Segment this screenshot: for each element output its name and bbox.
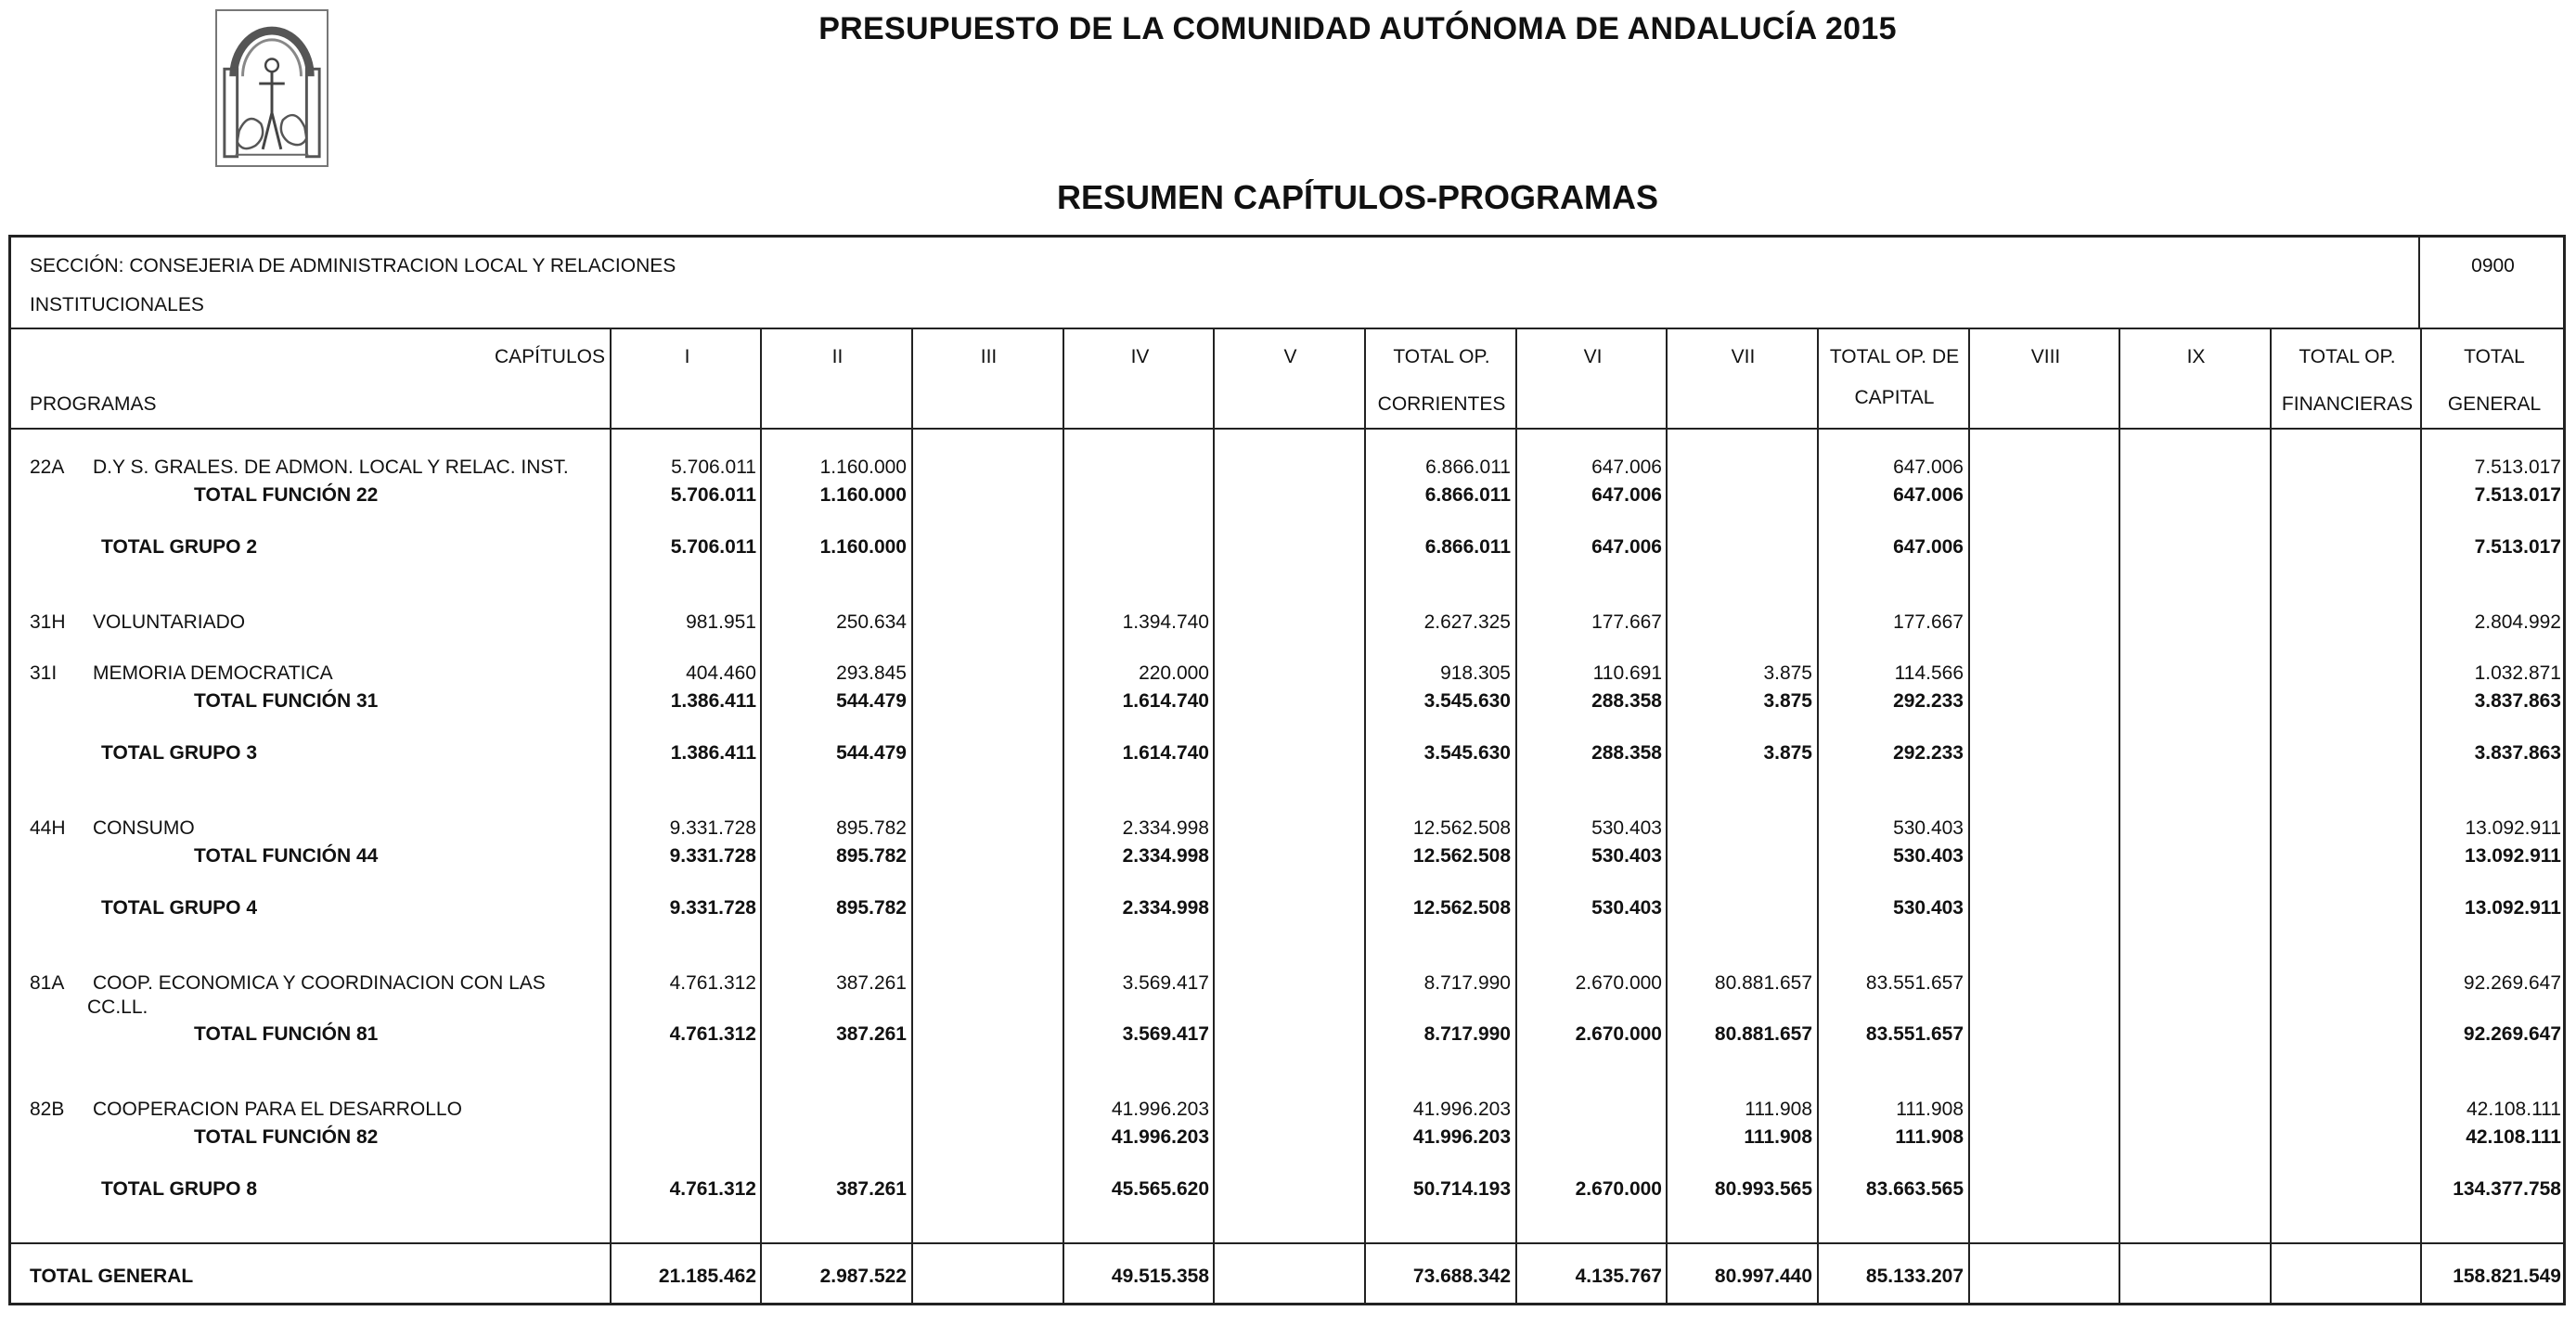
amount-cell: 12.562.508 <box>1412 845 1511 867</box>
row-label: TOTAL FUNCIÓN 31 <box>194 690 379 712</box>
amount-cell: 177.667 <box>1893 611 1964 633</box>
program-code: 31H <box>30 611 66 633</box>
document-subtitle: RESUMEN CAPÍTULOS-PROGRAMAS <box>1056 178 1659 216</box>
amount-cell: 1.614.740 <box>1122 742 1209 764</box>
amount-cell: 1.386.411 <box>670 690 756 712</box>
amount-cell: 92.269.647 <box>2463 1023 2561 1045</box>
header-total-capital-line2: CAPITAL <box>1854 387 1935 408</box>
header-total-financieras-line1: TOTAL OP. <box>2299 346 2396 367</box>
amount-cell: 387.261 <box>836 972 907 994</box>
amount-cell: 41.996.203 <box>1111 1126 1209 1148</box>
amount-cell: 41.996.203 <box>1412 1126 1511 1148</box>
row-label: TOTAL GRUPO 8 <box>101 1178 258 1200</box>
amount-cell: 4.761.312 <box>669 1178 756 1200</box>
amount-cell: 293.845 <box>836 662 907 684</box>
column-divider <box>2119 328 2120 1303</box>
amount-cell: 647.006 <box>1893 536 1964 558</box>
amount-cell: 1.614.740 <box>1122 690 1209 712</box>
total-general-amount: 158.821.549 <box>2453 1266 2561 1287</box>
header-total-general-line2: GENERAL <box>2447 393 2542 415</box>
header-programas: PROGRAMAS <box>30 393 157 415</box>
header-total-corrientes-line2: CORRIENTES <box>1377 393 1506 415</box>
amount-cell: 895.782 <box>836 817 907 839</box>
header-divider <box>11 428 2563 430</box>
row-label: TOTAL GRUPO 2 <box>101 536 258 558</box>
amount-cell: 80.881.657 <box>1714 1023 1812 1045</box>
program-name: COOPERACION PARA EL DESARROLLO <box>93 1099 462 1120</box>
header-cap-IV: IV <box>1130 346 1150 367</box>
amount-cell: 530.403 <box>1893 845 1964 867</box>
amount-cell: 9.331.728 <box>669 845 756 867</box>
header-cap-IX: IX <box>2186 346 2206 367</box>
amount-cell: 1.394.740 <box>1122 611 1209 633</box>
column-divider <box>1063 328 1064 1303</box>
amount-cell: 3.569.417 <box>1122 972 1209 994</box>
amount-cell: 288.358 <box>1591 690 1662 712</box>
amount-cell: 220.000 <box>1139 662 1209 684</box>
column-divider <box>911 328 913 1303</box>
amount-cell: 8.717.990 <box>1423 972 1511 994</box>
amount-cell: 1.160.000 <box>819 484 907 506</box>
section-label-line1: SECCIÓN: CONSEJERIA DE ADMINISTRACION LOCAL Y RELACIONES <box>30 255 676 276</box>
amount-cell: 6.866.011 <box>1424 536 1511 558</box>
amount-cell: 3.569.417 <box>1122 1023 1209 1045</box>
header-cap-II: II <box>831 346 844 367</box>
amount-cell: 6.866.011 <box>1424 484 1511 506</box>
amount-cell: 647.006 <box>1591 484 1662 506</box>
header-cap-VIII: VIII <box>2030 346 2061 367</box>
amount-cell: 1.160.000 <box>819 536 907 558</box>
program-code: 44H <box>30 817 66 839</box>
program-name-continuation: CC.LL. <box>87 996 148 1018</box>
amount-cell: 1.386.411 <box>670 742 756 764</box>
amount-cell: 92.269.647 <box>2463 972 2561 994</box>
amount-cell: 3.545.630 <box>1423 742 1511 764</box>
amount-cell: 2.334.998 <box>1122 845 1209 867</box>
column-divider <box>1213 328 1215 1303</box>
amount-cell: 1.032.871 <box>2474 662 2561 684</box>
amount-cell: 4.761.312 <box>669 972 756 994</box>
amount-cell: 3.837.863 <box>2474 742 2561 764</box>
amount-cell: 530.403 <box>1893 897 1964 919</box>
total-general-amount: 85.133.207 <box>1865 1266 1964 1287</box>
amount-cell: 387.261 <box>836 1023 907 1045</box>
total-general-amount: 80.997.440 <box>1714 1266 1812 1287</box>
amount-cell: 3.875 <box>1763 742 1812 764</box>
amount-cell: 41.996.203 <box>1412 1099 1511 1120</box>
amount-cell: 42.108.111 <box>2466 1126 2561 1148</box>
amount-cell: 2.334.998 <box>1122 897 1209 919</box>
amount-cell: 544.479 <box>836 690 907 712</box>
section-label-line2: INSTITUCIONALES <box>30 294 204 315</box>
amount-cell: 110.691 <box>1592 662 1662 684</box>
amount-cell: 647.006 <box>1893 484 1964 506</box>
total-general-amount: 2.987.522 <box>819 1266 907 1287</box>
total-general-amount: 49.515.358 <box>1111 1266 1209 1287</box>
header-total-financieras-line2: FINANCIERAS <box>2281 393 2414 415</box>
amount-cell: 530.403 <box>1591 817 1662 839</box>
amount-cell: 83.663.565 <box>1865 1178 1964 1200</box>
header-cap-V: V <box>1283 346 1297 367</box>
total-general-amount: 4.135.767 <box>1575 1266 1662 1287</box>
amount-cell: 12.562.508 <box>1412 817 1511 839</box>
amount-cell: 5.706.011 <box>670 536 756 558</box>
amount-cell: 2.670.000 <box>1575 972 1662 994</box>
budget-table <box>8 235 2566 1305</box>
row-label: TOTAL FUNCIÓN 81 <box>194 1023 379 1045</box>
amount-cell: 13.092.911 <box>2465 845 2561 867</box>
header-total-general-line1: TOTAL <box>2464 346 2525 367</box>
row-label: TOTAL GRUPO 4 <box>101 897 258 919</box>
header-total-capital-line1: TOTAL OP. DE <box>1829 346 1960 367</box>
amount-cell: 2.804.992 <box>2474 611 2561 633</box>
amount-cell: 12.562.508 <box>1412 897 1511 919</box>
amount-cell: 80.993.565 <box>1714 1178 1812 1200</box>
total-divider <box>11 1242 2563 1244</box>
amount-cell: 3.875 <box>1763 690 1812 712</box>
amount-cell: 9.331.728 <box>669 897 756 919</box>
amount-cell: 13.092.911 <box>2465 817 2561 839</box>
amount-cell: 7.513.017 <box>2474 456 2561 478</box>
column-divider <box>1364 328 1366 1303</box>
amount-cell: 8.717.990 <box>1423 1023 1511 1045</box>
total-general-amount: 21.185.462 <box>658 1266 756 1287</box>
amount-cell: 45.565.620 <box>1111 1178 1209 1200</box>
amount-cell: 7.513.017 <box>2474 536 2561 558</box>
amount-cell: 647.006 <box>1591 536 1662 558</box>
program-name: D.Y S. GRALES. DE ADMON. LOCAL Y RELAC. INST. <box>93 456 569 478</box>
document-title: PRESUPUESTO DE LA COMUNIDAD AUTÓNOMA DE ANDALUCÍA 2015 <box>818 11 1897 46</box>
amount-cell: 9.331.728 <box>669 817 756 839</box>
amount-cell: 3.837.863 <box>2474 690 2561 712</box>
program-name: VOLUNTARIADO <box>93 611 246 633</box>
column-divider <box>610 328 612 1303</box>
amount-cell: 3.545.630 <box>1423 690 1511 712</box>
amount-cell: 41.996.203 <box>1111 1099 1209 1120</box>
amount-cell: 80.881.657 <box>1714 972 1812 994</box>
row-label: TOTAL FUNCIÓN 44 <box>194 845 379 867</box>
row-label: TOTAL GRUPO 3 <box>101 742 258 764</box>
amount-cell: 292.233 <box>1893 690 1964 712</box>
row-label: TOTAL FUNCIÓN 22 <box>194 484 379 506</box>
header-cap-VI: VI <box>1583 346 1603 367</box>
program-code: 82B <box>30 1099 65 1120</box>
header-total-corrientes-line1: TOTAL OP. <box>1393 346 1490 367</box>
amount-cell: 111.908 <box>1745 1099 1812 1120</box>
program-name: MEMORIA DEMOCRATICA <box>93 662 333 684</box>
amount-cell: 544.479 <box>836 742 907 764</box>
amount-cell: 2.627.325 <box>1423 611 1511 633</box>
column-divider <box>760 328 762 1303</box>
amount-cell: 2.670.000 <box>1575 1023 1662 1045</box>
amount-cell: 918.305 <box>1440 662 1511 684</box>
amount-cell: 895.782 <box>836 845 907 867</box>
header-cap-VII: VII <box>1731 346 1756 367</box>
amount-cell: 2.334.998 <box>1122 817 1209 839</box>
amount-cell: 7.513.017 <box>2474 484 2561 506</box>
column-divider <box>1515 328 1517 1303</box>
column-divider <box>1817 328 1819 1303</box>
program-code: 81A <box>30 972 65 994</box>
amount-cell: 288.358 <box>1591 742 1662 764</box>
amount-cell: 114.566 <box>1894 662 1964 684</box>
amount-cell: 404.460 <box>686 662 756 684</box>
amount-cell: 895.782 <box>836 897 907 919</box>
amount-cell: 530.403 <box>1591 897 1662 919</box>
amount-cell: 134.377.758 <box>2453 1178 2561 1200</box>
amount-cell: 111.908 <box>1744 1126 1812 1148</box>
header-cap-III: III <box>980 346 998 367</box>
column-divider <box>1666 328 1668 1303</box>
program-code: 22A <box>30 456 65 478</box>
row-label: TOTAL FUNCIÓN 82 <box>194 1126 379 1148</box>
amount-cell: 83.551.657 <box>1865 1023 1964 1045</box>
amount-cell: 83.551.657 <box>1865 972 1964 994</box>
program-code: 31I <box>30 662 58 684</box>
column-divider <box>1968 328 1970 1303</box>
amount-cell: 5.706.011 <box>670 484 756 506</box>
amount-cell: 13.092.911 <box>2465 897 2561 919</box>
amount-cell: 981.951 <box>686 611 756 633</box>
total-general-label: TOTAL GENERAL <box>30 1266 194 1287</box>
amount-cell: 387.261 <box>836 1178 907 1200</box>
section-code-divider <box>2418 238 2420 328</box>
amount-cell: 647.006 <box>1591 456 1662 478</box>
program-name: CONSUMO <box>93 817 195 839</box>
amount-cell: 5.706.011 <box>671 456 756 478</box>
amount-cell: 111.908 <box>1895 1126 1964 1148</box>
amount-cell: 6.866.011 <box>1425 456 1511 478</box>
amount-cell: 2.670.000 <box>1575 1178 1662 1200</box>
amount-cell: 42.108.111 <box>2467 1099 2561 1120</box>
program-name: COOP. ECONOMICA Y COORDINACION CON LAS <box>93 972 546 994</box>
header-cap-I: I <box>684 346 690 367</box>
amount-cell: 4.761.312 <box>669 1023 756 1045</box>
amount-cell: 111.908 <box>1896 1099 1964 1120</box>
column-divider <box>2270 328 2272 1303</box>
header-capitulos: CAPÍTULOS <box>494 346 605 367</box>
amount-cell: 3.875 <box>1763 662 1812 684</box>
amount-cell: 647.006 <box>1893 456 1964 478</box>
section-code: 0900 <box>2471 255 2515 276</box>
amount-cell: 50.714.193 <box>1412 1178 1511 1200</box>
amount-cell: 292.233 <box>1893 742 1964 764</box>
amount-cell: 1.160.000 <box>819 456 907 478</box>
total-general-amount: 73.688.342 <box>1412 1266 1511 1287</box>
section-divider <box>11 328 2563 329</box>
amount-cell: 177.667 <box>1591 611 1662 633</box>
amount-cell: 530.403 <box>1591 845 1662 867</box>
amount-cell: 530.403 <box>1893 817 1964 839</box>
amount-cell: 250.634 <box>836 611 907 633</box>
